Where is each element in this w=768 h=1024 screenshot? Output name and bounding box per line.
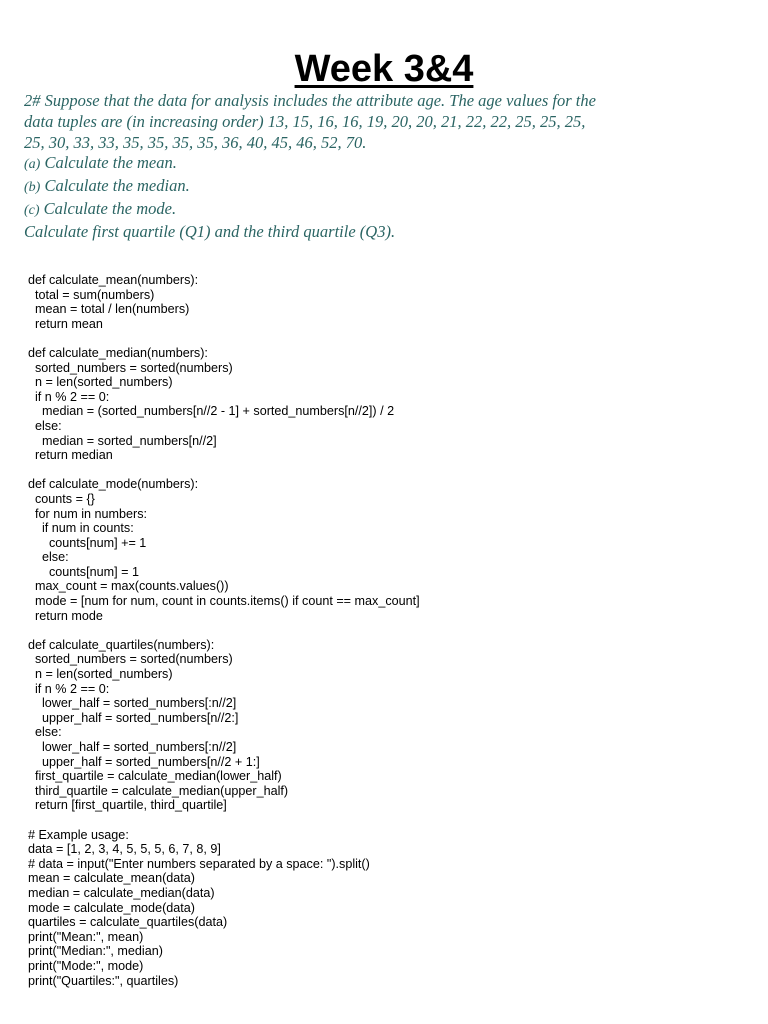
- code-line: return median: [28, 448, 113, 463]
- code-line: lower_half = sorted_numbers[:n//2]: [28, 696, 237, 711]
- code-line: median = calculate_median(data): [28, 885, 215, 900]
- question-part-c: [24, 199, 724, 222]
- code-line: def calculate_median(numbers):: [28, 345, 208, 360]
- part-marker: (c): [24, 202, 40, 218]
- question-intro-line: 2# Suppose that the data for analysis includes the attribute age. The age values for the: [24, 91, 596, 110]
- question-part-a: [24, 153, 724, 176]
- code-line: print("Median:", median): [28, 944, 163, 959]
- code-line: n = len(sorted_numbers): [28, 375, 173, 390]
- part-marker: (a): [24, 157, 41, 173]
- code-line: [28, 813, 420, 828]
- code-line: max_count = max(counts.values()): [28, 579, 229, 594]
- code-line: if n % 2 == 0:: [28, 389, 110, 404]
- part-text: Calculate the mean.: [40, 153, 177, 173]
- code-line: n = len(sorted_numbers): [28, 667, 173, 682]
- code-line: if num in counts:: [28, 521, 134, 536]
- code-line: print("Quartiles:", quartiles): [28, 973, 179, 988]
- code-line: sorted_numbers = sorted(numbers): [28, 652, 233, 667]
- question-intro-line: data tuples are (in increasing order) 13, 15, 16, 16, 19, 20, 20, 21, 22, 22, 25, 25, 25,: [24, 111, 586, 131]
- code-line: median = (sorted_numbers[n//2 - 1] + sorted_numbers[n//2]) / 2: [28, 404, 395, 419]
- code-line: if n % 2 == 0:: [28, 681, 110, 696]
- question-block: [24, 91, 724, 243]
- code-line: def calculate_mode(numbers):: [28, 477, 199, 492]
- code-line: return mean: [28, 316, 103, 331]
- code-line: mode = calculate_mode(data): [28, 900, 195, 915]
- code-line: else:: [28, 418, 62, 433]
- code-line: def calculate_mean(numbers):: [28, 273, 199, 287]
- code-line: [28, 623, 420, 638]
- code-line: counts[num] += 1: [28, 535, 147, 550]
- code-line: sorted_numbers = sorted(numbers): [28, 360, 233, 375]
- code-line: return mode: [28, 608, 103, 623]
- code-line: [28, 463, 420, 478]
- code-line: mean = calculate_mean(data): [28, 871, 195, 886]
- question-quartile-task: Calculate first quartile (Q1) and the third quartile (Q3).: [24, 221, 396, 241]
- question-part-b: [24, 176, 724, 199]
- code-line: third_quartile = calculate_median(upper_half): [28, 783, 289, 798]
- code-line: return [first_quartile, third_quartile]: [28, 798, 227, 813]
- code-line: # Example usage:: [28, 827, 129, 842]
- code-line: # data = input("Enter numbers separated by a space: ").split(): [28, 856, 370, 871]
- code-line: print("Mean:", mean): [28, 929, 144, 944]
- part-text: Calculate the mode.: [39, 198, 177, 218]
- code-block: [28, 273, 420, 988]
- code-line: median = sorted_numbers[n//2]: [28, 433, 217, 448]
- code-line: first_quartile = calculate_median(lower_half): [28, 769, 282, 784]
- code-line: def calculate_quartiles(numbers):: [28, 637, 215, 652]
- code-line: for num in numbers:: [28, 506, 147, 521]
- code-line: mean = total / len(numbers): [28, 302, 190, 317]
- code-line: print("Mode:", mode): [28, 958, 144, 973]
- code-line: data = [1, 2, 3, 4, 5, 5, 5, 6, 7, 8, 9]: [28, 842, 221, 857]
- code-line: mode = [num for num, count in counts.items() if count == max_count]: [28, 594, 420, 609]
- code-line: else:: [28, 550, 69, 565]
- part-text: Calculate the median.: [40, 176, 190, 196]
- code-line: lower_half = sorted_numbers[:n//2]: [28, 740, 237, 754]
- part-marker: (b): [24, 180, 41, 196]
- page-title: Week 3&4: [294, 48, 474, 90]
- question-intro-line: 25, 30, 33, 33, 35, 35, 35, 35, 36, 40, 45, 46, 52, 70.: [24, 132, 367, 152]
- code-line: quartiles = calculate_quartiles(data): [28, 915, 228, 930]
- code-line: upper_half = sorted_numbers[n//2 + 1:]: [28, 754, 260, 769]
- code-line: upper_half = sorted_numbers[n//2:]: [28, 710, 239, 725]
- code-line: total = sum(numbers): [28, 287, 155, 302]
- code-line: counts[num] = 1: [28, 564, 139, 579]
- code-line: [28, 331, 420, 346]
- code-line: counts = {}: [28, 491, 95, 506]
- code-line: else:: [28, 725, 62, 740]
